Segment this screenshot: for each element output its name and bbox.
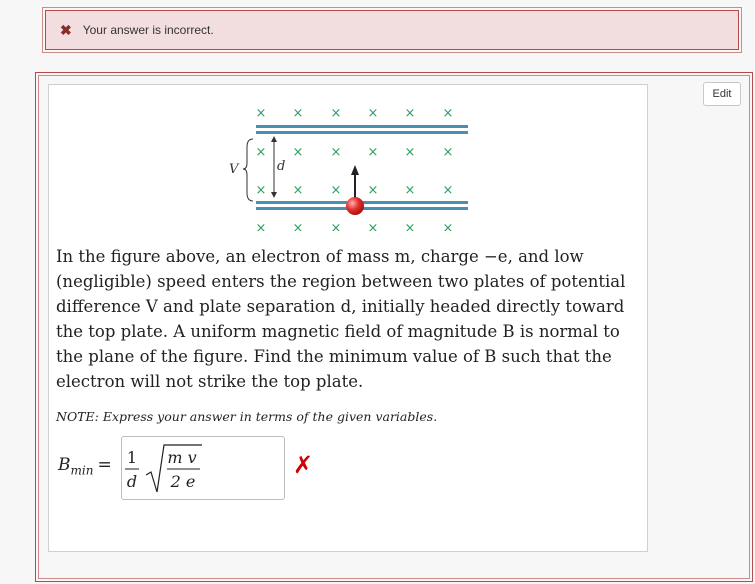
sqrt-numerator: m v	[167, 448, 197, 467]
fraction-denominator: d	[126, 472, 138, 491]
field-marker: ×	[330, 106, 342, 121]
question-panel	[48, 84, 648, 552]
close-x-icon: ✖	[60, 21, 72, 38]
answer-expression	[122, 437, 284, 499]
field-marker: ×	[292, 221, 304, 231]
field-marker: ×	[367, 221, 379, 231]
field-marker: ×	[404, 145, 416, 160]
field-marker: ×	[255, 183, 267, 198]
field-marker: ×	[404, 221, 416, 231]
fraction-numerator: 1	[126, 448, 138, 467]
answer-input[interactable]	[121, 436, 285, 500]
sqrt-denominator: 2 e	[170, 472, 196, 491]
field-marker: ×	[330, 221, 342, 231]
alert-message: Your answer is incorrect.	[82, 23, 214, 37]
incorrect-x-icon: ✗	[293, 451, 314, 479]
field-marker: ×	[442, 221, 454, 231]
field-marker: ×	[404, 183, 416, 198]
field-marker: ×	[442, 183, 454, 198]
field-marker: ×	[404, 106, 416, 121]
field-marker: ×	[255, 145, 267, 160]
voltage-label: V	[229, 162, 239, 177]
voltage-brace	[243, 139, 253, 201]
separation-label: d	[277, 159, 286, 174]
field-marker: ×	[292, 106, 304, 121]
field-marker: ×	[292, 145, 304, 160]
field-marker: ×	[330, 183, 342, 198]
edit-button[interactable]: Edit	[703, 82, 741, 106]
field-marker: ×	[367, 106, 379, 121]
field-marker: ×	[255, 106, 267, 121]
incorrect-answer-alert	[45, 10, 739, 50]
note-text: NOTE: Express your answer in terms of the given variables.	[56, 409, 438, 424]
answer-label: $B_{min}$ =	[58, 455, 112, 478]
question-text: In the figure above, an electron of mass m, charge −e, and low (negligible) speed enters the region between two plates of potential difference V and plate separation d, initially headed directly toward the top plate. A uniform magnetic field of magnitude B is normal to the plane of the figure. Find the minimum value of B such that the electron will not strike the top plate.	[56, 247, 626, 391]
field-marker: ×	[442, 145, 454, 160]
electron-plates-figure	[229, 103, 469, 231]
field-marker: ×	[442, 106, 454, 121]
field-marker: ×	[255, 221, 267, 231]
electron	[346, 197, 364, 215]
field-marker: ×	[292, 183, 304, 198]
top-plate	[256, 125, 468, 134]
field-marker: ×	[367, 145, 379, 160]
field-marker: ×	[330, 145, 342, 160]
field-marker: ×	[367, 183, 379, 198]
